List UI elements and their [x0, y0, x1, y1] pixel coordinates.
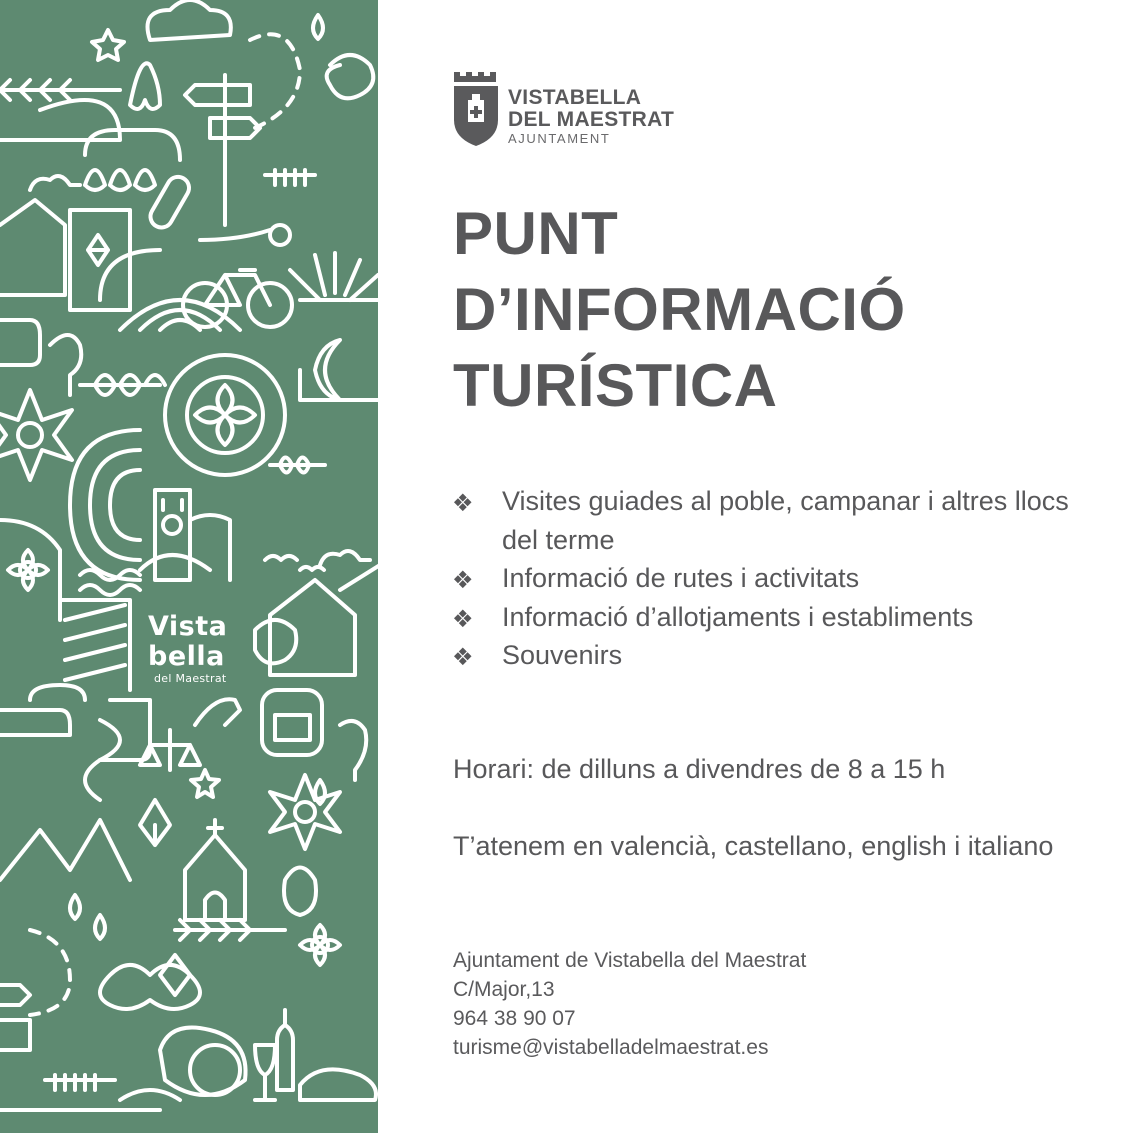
diamond-bullet-icon: ❖: [452, 644, 474, 671]
service-item: [450, 559, 1090, 598]
brand-line-3: del Maestrat: [154, 672, 227, 685]
municipal-shield-icon: [452, 70, 500, 150]
diamond-bullet-icon: ❖: [452, 605, 474, 633]
service-text: Informació d’allotjaments i establiments: [502, 601, 974, 632]
vistabella-brand-mark: [148, 612, 227, 686]
service-text: Informació de rutes i activitats: [502, 563, 860, 593]
contact-address: C/Major,13: [453, 978, 555, 1001]
title-line-2: D’INFORMACIÓ: [453, 276, 906, 343]
services-list: [450, 482, 1090, 675]
opening-hours: Horari: de dilluns a divendres de 8 a 15 h: [453, 754, 946, 784]
illustration-panel: [0, 0, 378, 1133]
languages-note: T’atenem en valencià, castellano, english i italiano: [453, 831, 1054, 861]
contact-block: [453, 946, 806, 1062]
brand-line-2: bella: [148, 641, 225, 672]
contact-email[interactable]: turisme@vistabelladelmaestrat.es: [453, 1036, 769, 1059]
contact-phone[interactable]: 964 38 90 07: [453, 1007, 576, 1030]
logo-line-2: DEL MAESTRAT: [508, 108, 675, 131]
service-item: [450, 636, 1090, 675]
service-text: Souvenirs: [502, 640, 623, 670]
logo-line-1: VISTABELLA: [508, 86, 642, 109]
municipal-logo: [452, 70, 712, 150]
title-line-3: TURÍSTICA: [453, 352, 778, 419]
service-item: [450, 598, 1090, 637]
contact-name: Ajuntament de Vistabella del Maestrat: [453, 949, 807, 972]
diamond-bullet-icon: ❖: [452, 490, 474, 517]
tourism-illustration: [0, 0, 378, 1133]
brand-line-1: Vista: [148, 611, 228, 642]
service-item: [450, 482, 1090, 559]
logo-line-3: AJUNTAMENT: [508, 131, 611, 146]
page-title: [453, 196, 906, 424]
service-text: Visites guiades al poble, campanar i altres llocs del terme: [502, 486, 1069, 555]
title-line-1: PUNT: [453, 200, 619, 267]
diamond-bullet-icon: ❖: [452, 567, 474, 594]
